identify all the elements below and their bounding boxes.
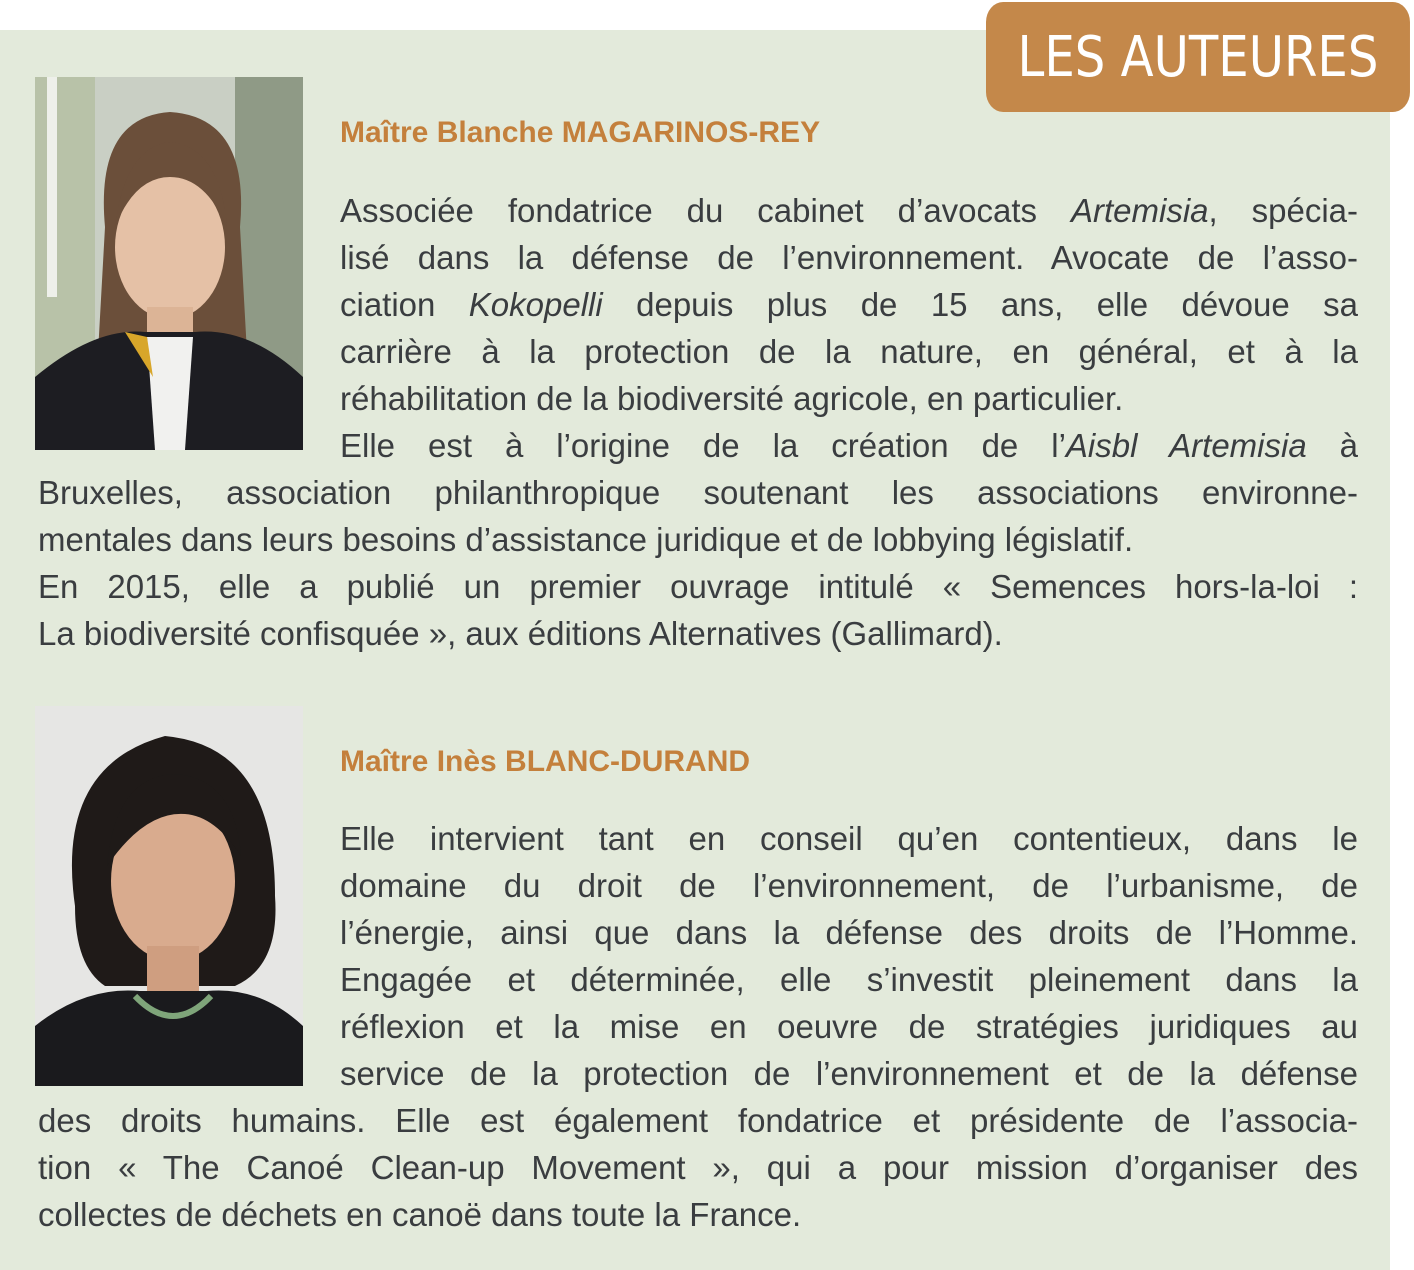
bio-line: domaine du droit de l’environnement, de l’urbanisme, de [340,867,1358,904]
bio-line: Associée fondatrice du cabinet d’avocats Artemisia, spécia- [340,192,1359,229]
author-name: Maître Blanche MAGARINOS-REY [340,116,821,149]
bio-line: Bruxelles, association philanthropique soutenant les associations environne- [38,474,1358,511]
bio-line: collectes de déchets en canoë dans toute la France. [38,1196,802,1233]
author-name: Maître Inès BLANC-DURAND [340,745,751,778]
bio-line: mentales dans leurs besoins d’assistance juridique et de lobbying législatif. [38,521,1134,558]
bio-line: Elle intervient tant en conseil qu’en contentieux, dans le [340,820,1358,857]
bio-line: carrière à la protection de la nature, en général, et à la [340,333,1358,370]
bio-line: La biodiversité confisquée », aux éditions Alternatives (Gallimard). [38,615,1003,652]
bio-line: réflexion et la mise en oeuvre de stratégies juridiques au [340,1008,1358,1045]
bio-line: tion « The Canoé Clean-up Movement », qui a pour mission d’organiser des [38,1149,1358,1186]
bio-line: En 2015, elle a publié un premier ouvrage intitulé « Semences hors-la-loi : [38,568,1358,605]
bio-line: Engagée et déterminée, elle s’investit pleinement dans la [340,961,1358,998]
bio-line: Elle est à l’origine de la création de l’Aisbl Artemisia à [340,427,1358,464]
author-bio [38,187,1358,657]
bio-line: des droits humains. Elle est également fondatrice et présidente de l’associa- [38,1102,1358,1139]
author-bio [38,815,1358,1238]
bio-line: service de la protection de l’environnement et de la défense [340,1055,1358,1092]
section-title: LES AUTEURES [1017,24,1379,90]
bio-line: réhabilitation de la biodiversité agricole, en particulier. [340,380,1124,417]
bio-line: lisé dans la défense de l’environnement. Avocate de l’asso- [340,239,1358,276]
section-tag [986,2,1410,112]
bio-line: ciation Kokopelli depuis plus de 15 ans, elle dévoue sa [340,286,1358,323]
bio-line: l’énergie, ainsi que dans la défense des droits de l’Homme. [340,914,1358,951]
